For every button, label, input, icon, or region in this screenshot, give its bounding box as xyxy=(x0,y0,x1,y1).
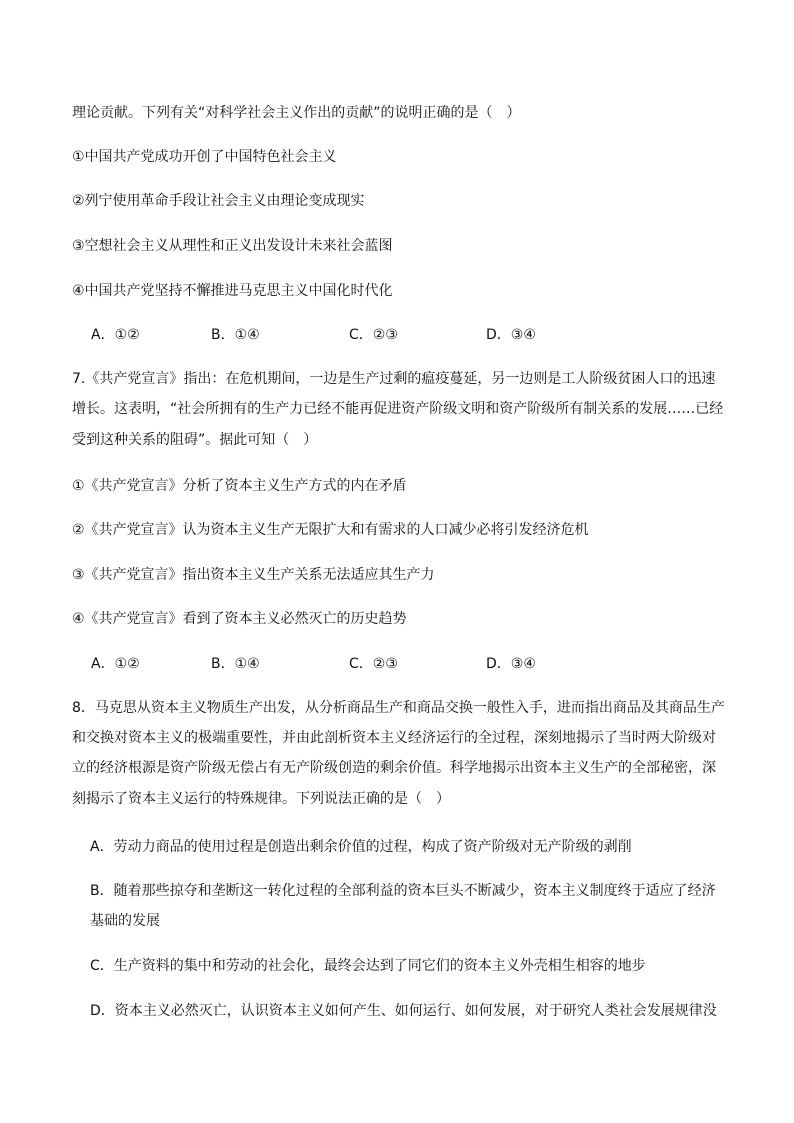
q7-stem-line-2: 增长。这表明，“社会所拥有的生产力已经不能再促进资产阶级文明和资产阶级所有制关系的发展……已经 xyxy=(72,401,724,417)
q8-option-b-line-2[interactable]: 基础的发展 xyxy=(90,913,160,929)
q8-stem-line-1: 8．马克思从资本主义物质生产出发，从分析商品生产和商品交换一般性入手，进而指出商品及其商品生产 xyxy=(72,700,725,716)
q8-option-d[interactable]: D．资本主义必然灭亡，认识资本主义如何产生、如何运行、如何发展，对于研究人类社会发展规律没 xyxy=(90,1003,717,1019)
q8-option-a[interactable]: A．劳动力商品的使用过程是创造出剩余价值的过程，构成了资产阶级对无产阶级的剥削 xyxy=(90,839,632,855)
q6-option-c[interactable]: C．②③ xyxy=(349,327,398,343)
q7-statement-3: ③《共产党宣言》指出资本主义生产关系无法适应其生产力 xyxy=(72,567,435,583)
q6-option-b[interactable]: B．①④ xyxy=(211,327,260,343)
q8-option-b-line-1[interactable]: B．随着那些掠夺和垄断这一转化过程的全部利益的资本巨头不断减少，资本主义制度终于适应了经济 xyxy=(90,883,716,899)
q8-stem-line-2: 和交换对资本主义的极端重要性，并由此剖析资本主义经济运行的全过程，深刻地揭示了当时两大阶级对 xyxy=(72,730,716,746)
q7-option-c[interactable]: C．②③ xyxy=(349,656,398,672)
q7-statement-4: ④《共产党宣言》看到了资本主义必然灭亡的历史趋势 xyxy=(72,611,407,627)
q8-option-c[interactable]: C．生产资料的集中和劳动的社会化，最终会达到了同它们的资本主义外壳相生相容的地步 xyxy=(90,958,646,974)
q7-stem-line-1: 7.《共产党宣言》指出：在危机期间，一边是生产过剩的瘟疫蔓延，另一边则是工人阶级贫困人口的迅速 xyxy=(72,371,716,387)
q6-option-d[interactable]: D．③④ xyxy=(486,327,536,343)
q6-statement-4: ④中国共产党坚持不懈推进马克思主义中国化时代化 xyxy=(72,283,393,299)
q6-option-a[interactable]: A．①② xyxy=(91,327,140,343)
q7-statement-1: ①《共产党宣言》分析了资本主义生产方式的内在矛盾 xyxy=(72,478,407,494)
q7-option-d[interactable]: D．③④ xyxy=(486,656,536,672)
q7-option-b[interactable]: B．①④ xyxy=(211,656,260,672)
q6-statement-2: ②列宁使用革命手段让社会主义由理论变成现实 xyxy=(72,193,365,209)
q7-option-a[interactable]: A．①② xyxy=(91,656,140,672)
q7-stem-line-3: 受到这种关系的阻碍”。据此可知（ ） xyxy=(72,432,318,448)
q8-stem-line-4: 刻揭示了资本主义运行的特殊规律。下列说法正确的是（ ） xyxy=(72,791,450,807)
q7-statement-2: ②《共产党宣言》认为资本主义生产无限扩大和有需求的人口减少必将引发经济危机 xyxy=(72,522,589,538)
q6-statement-3: ③空想社会主义从理性和正义出发设计未来社会蓝图 xyxy=(72,238,393,254)
q6-statement-1: ①中国共产党成功开创了中国特色社会主义 xyxy=(72,149,337,165)
q8-stem-line-3: 立的经济根源是资产阶级无偿占有无产阶级创造的剩余价值。科学地揭示出资本主义生产的全部秘密，深 xyxy=(72,760,716,776)
q6-stem-tail: 理论贡献。下列有关“对科学社会主义作出的贡献”的说明正确的是（ ） xyxy=(72,105,521,121)
